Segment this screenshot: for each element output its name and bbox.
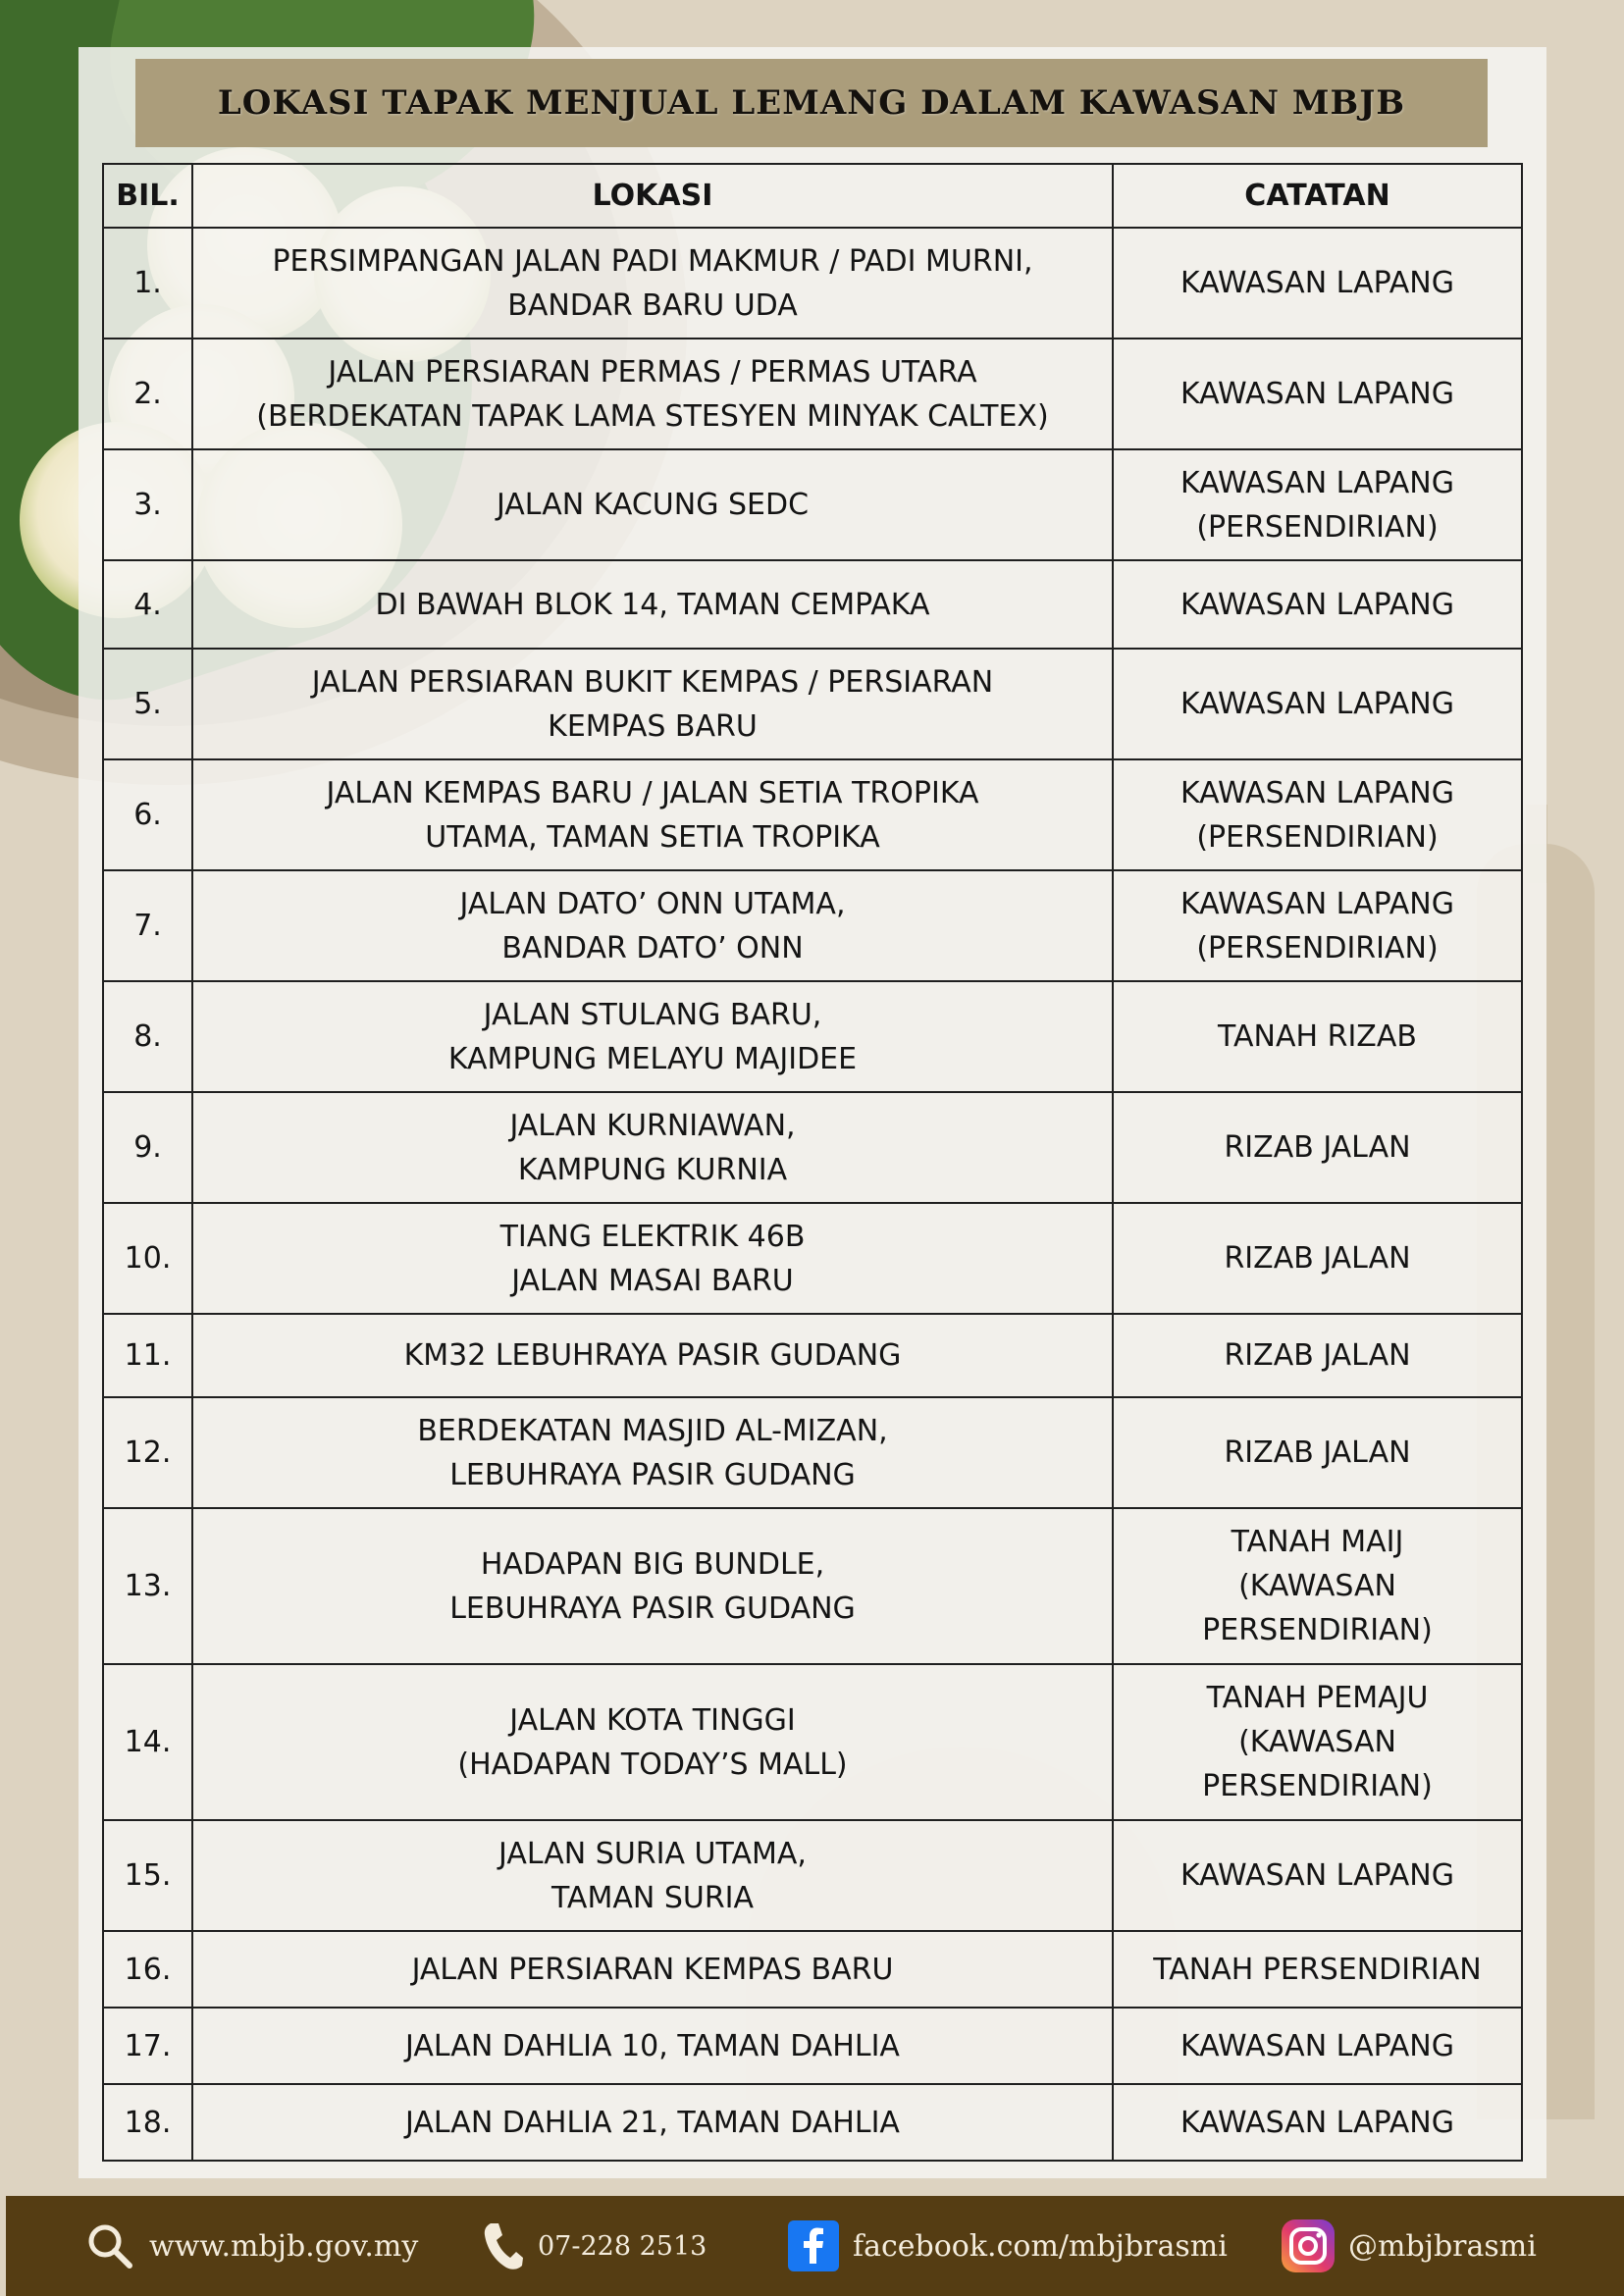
table-row: [103, 449, 1522, 560]
location-line: HADAPAN BIG BUNDLE,: [480, 1546, 825, 1582]
table-row: [103, 1092, 1522, 1203]
table-row: [103, 649, 1522, 759]
row-location: [192, 1820, 1113, 1931]
row-number: 10.: [103, 1203, 192, 1314]
note-line: KAWASAN LAPANG: [1180, 587, 1454, 622]
location-line: TAMAN SURIA: [550, 1880, 755, 1915]
location-line: JALAN DAHLIA 21, TAMAN DAHLIA: [405, 2105, 900, 2140]
row-number: 1.: [103, 228, 192, 339]
page-title: LOKASI TAPAK MENJUAL LEMANG DALAM KAWASAN MBJB: [217, 83, 1406, 123]
content-card: [79, 47, 1546, 2178]
row-number: 18.: [103, 2084, 192, 2161]
row-location: [192, 2084, 1113, 2161]
row-note: [1113, 649, 1522, 759]
row-location: [192, 759, 1113, 870]
location-line: JALAN DATO’ ONN UTAMA,: [459, 886, 846, 921]
location-line: DI BAWAH BLOK 14, TAMAN CEMPAKA: [375, 587, 930, 622]
table-row: [103, 981, 1522, 1092]
footer-phone[interactable]: [481, 2196, 707, 2296]
instagram-handle[interactable]: @mbjbrasmi: [1348, 2228, 1537, 2264]
note-line: (KAWASAN: [1238, 1725, 1396, 1759]
location-line: BANDAR BARU UDA: [507, 287, 798, 323]
note-line: KAWASAN LAPANG: [1180, 2105, 1454, 2140]
note-line: KAWASAN LAPANG: [1180, 775, 1454, 810]
row-location: [192, 560, 1113, 649]
row-note: [1113, 1664, 1522, 1820]
footer-website[interactable]: [84, 2196, 418, 2296]
location-line: JALAN MASAI BARU: [511, 1263, 794, 1298]
row-number: 3.: [103, 449, 192, 560]
table-row: [103, 1820, 1522, 1931]
table-row: [103, 1397, 1522, 1508]
table-row: [103, 560, 1522, 649]
row-location: [192, 339, 1113, 449]
row-number: 16.: [103, 1931, 192, 2008]
row-note: [1113, 1508, 1522, 1664]
row-note: [1113, 1931, 1522, 2008]
location-line: KEMPAS BARU: [548, 708, 758, 744]
footer-instagram[interactable]: [1282, 2196, 1537, 2296]
location-line: JALAN KOTA TINGGI: [509, 1702, 796, 1738]
row-number: 5.: [103, 649, 192, 759]
facebook-icon: [788, 2220, 839, 2271]
row-note: [1113, 228, 1522, 339]
row-number: 2.: [103, 339, 192, 449]
header-catatan: CATATAN: [1113, 164, 1522, 228]
row-number: 11.: [103, 1314, 192, 1397]
row-location: [192, 449, 1113, 560]
table-row: [103, 1508, 1522, 1664]
table-row: [103, 1314, 1522, 1397]
table-row: [103, 228, 1522, 339]
footer-bar: [6, 2196, 1624, 2296]
row-location: [192, 1203, 1113, 1314]
note-line: KAWASAN LAPANG: [1180, 465, 1454, 500]
row-location: [192, 870, 1113, 981]
row-note: [1113, 1203, 1522, 1314]
location-line: PERSIMPANGAN JALAN PADI MAKMUR / PADI MURNI,: [272, 243, 1033, 279]
location-line: BANDAR DATO’ ONN: [501, 930, 804, 965]
website-link[interactable]: www.mbjb.gov.my: [149, 2228, 419, 2264]
phone-number[interactable]: 07-228 2513: [538, 2230, 707, 2262]
row-note: [1113, 1397, 1522, 1508]
location-line: JALAN KACUNG SEDC: [496, 488, 810, 522]
table-row: [103, 1203, 1522, 1314]
row-note: [1113, 339, 1522, 449]
location-line: KAMPUNG KURNIA: [517, 1152, 788, 1187]
row-location: [192, 1508, 1113, 1664]
location-line: JALAN PERSIARAN PERMAS / PERMAS UTARA: [328, 354, 977, 390]
location-line: BERDEKATAN MASJID AL-MIZAN,: [417, 1413, 888, 1448]
note-line: KAWASAN LAPANG: [1180, 886, 1454, 921]
table-row: [103, 1931, 1522, 2008]
location-line: UTAMA, TAMAN SETIA TROPIKA: [425, 819, 880, 855]
location-line: KAMPUNG MELAYU MAJIDEE: [447, 1041, 858, 1076]
header-lokasi: LOKASI: [192, 164, 1113, 228]
row-number: 4.: [103, 560, 192, 649]
row-number: 8.: [103, 981, 192, 1092]
location-line: JALAN KURNIAWAN,: [509, 1108, 796, 1143]
row-note: [1113, 759, 1522, 870]
table-row: [103, 759, 1522, 870]
footer-facebook[interactable]: [788, 2196, 1228, 2296]
row-number: 12.: [103, 1397, 192, 1508]
row-note: [1113, 1820, 1522, 1931]
row-number: 6.: [103, 759, 192, 870]
table-row: [103, 2084, 1522, 2161]
location-line: JALAN STULANG BARU,: [483, 997, 822, 1032]
row-location: [192, 1397, 1113, 1508]
location-table: [102, 163, 1523, 2162]
phone-icon: [481, 2220, 524, 2271]
location-line: JALAN PERSIARAN KEMPAS BARU: [411, 1952, 894, 1987]
table-row: [103, 870, 1522, 981]
note-line: RIZAB JALAN: [1224, 1435, 1411, 1470]
row-note: [1113, 1092, 1522, 1203]
note-line: KAWASAN LAPANG: [1180, 266, 1454, 300]
location-line: JALAN SURIA UTAMA,: [498, 1836, 807, 1871]
note-line: PERSENDIRIAN): [1202, 1613, 1433, 1647]
title-banner: [135, 59, 1488, 147]
location-line: (BERDEKATAN TAPAK LAMA STESYEN MINYAK CALTEX): [256, 398, 1049, 434]
row-location: [192, 1314, 1113, 1397]
note-line: KAWASAN LAPANG: [1180, 687, 1454, 721]
row-location: [192, 649, 1113, 759]
row-note: [1113, 870, 1522, 981]
note-line: RIZAB JALAN: [1224, 1241, 1411, 1276]
location-line: KM32 LEBUHRAYA PASIR GUDANG: [403, 1338, 902, 1373]
location-line: (HADAPAN TODAY’S MALL): [457, 1747, 848, 1782]
row-location: [192, 1664, 1113, 1820]
note-line: (KAWASAN: [1238, 1569, 1396, 1603]
instagram-icon: [1282, 2219, 1335, 2272]
note-line: TANAH PERSENDIRIAN: [1153, 1952, 1482, 1987]
note-line: PERSENDIRIAN): [1202, 1769, 1433, 1803]
row-location: [192, 1931, 1113, 2008]
row-note: [1113, 449, 1522, 560]
note-line: (PERSENDIRIAN): [1196, 509, 1439, 545]
row-note: [1113, 1314, 1522, 1397]
note-line: RIZAB JALAN: [1224, 1130, 1411, 1165]
note-line: RIZAB JALAN: [1224, 1338, 1411, 1373]
row-number: 7.: [103, 870, 192, 981]
note-line: (PERSENDIRIAN): [1196, 930, 1439, 965]
row-location: [192, 228, 1113, 339]
location-line: LEBUHRAYA PASIR GUDANG: [449, 1457, 856, 1492]
row-location: [192, 981, 1113, 1092]
note-line: TANAH PEMAJU: [1206, 1681, 1429, 1715]
row-number: 9.: [103, 1092, 192, 1203]
header-bil: BIL.: [103, 164, 192, 228]
row-number: 13.: [103, 1508, 192, 1664]
location-line: LEBUHRAYA PASIR GUDANG: [449, 1591, 856, 1626]
table-row: [103, 1664, 1522, 1820]
note-line: TANAH MAIJ: [1231, 1525, 1404, 1559]
location-line: JALAN DAHLIA 10, TAMAN DAHLIA: [405, 2028, 900, 2063]
location-line: JALAN KEMPAS BARU / JALAN SETIA TROPIKA: [326, 775, 979, 810]
note-line: (PERSENDIRIAN): [1196, 819, 1439, 855]
table-body: [103, 228, 1522, 2161]
row-number: 15.: [103, 1820, 192, 1931]
location-line: TIANG ELEKTRIK 46B: [499, 1219, 806, 1254]
note-line: KAWASAN LAPANG: [1180, 377, 1454, 411]
row-number: 14.: [103, 1664, 192, 1820]
search-icon: [84, 2220, 135, 2271]
note-line: TANAH RIZAB: [1218, 1019, 1417, 1054]
row-number: 17.: [103, 2008, 192, 2084]
row-note: [1113, 981, 1522, 1092]
row-note: [1113, 2008, 1522, 2084]
row-location: [192, 2008, 1113, 2084]
table-row: [103, 2008, 1522, 2084]
facebook-link[interactable]: facebook.com/mbjbrasmi: [853, 2228, 1228, 2264]
row-note: [1113, 2084, 1522, 2161]
table-header-row: [103, 164, 1522, 228]
row-note: [1113, 560, 1522, 649]
note-line: KAWASAN LAPANG: [1180, 1858, 1454, 1893]
table-row: [103, 339, 1522, 449]
note-line: KAWASAN LAPANG: [1180, 2028, 1454, 2063]
row-location: [192, 1092, 1113, 1203]
location-line: JALAN PERSIARAN BUKIT KEMPAS / PERSIARAN: [311, 664, 994, 700]
